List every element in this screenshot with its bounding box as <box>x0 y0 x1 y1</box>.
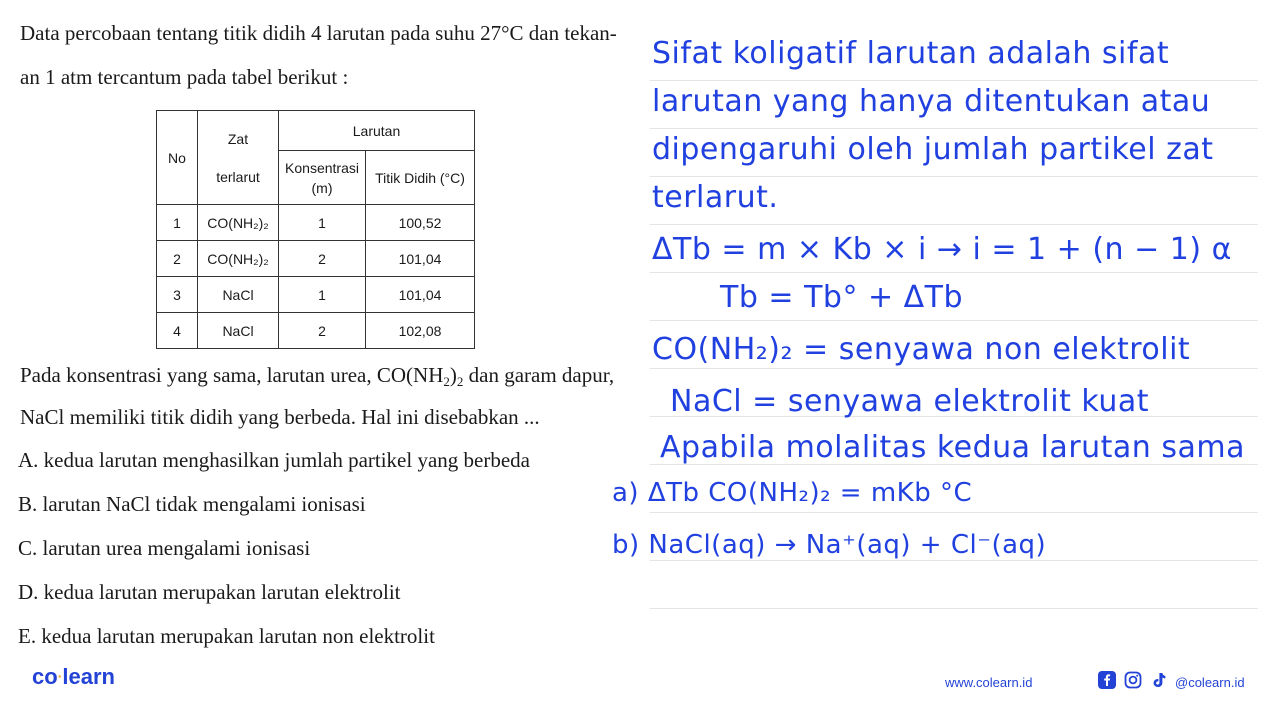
handwriting-line-4: terlarut. <box>652 180 779 215</box>
cell-titik: 101,04 <box>366 277 475 313</box>
handwriting-line-8: NaCl = senyawa elektrolit kuat <box>670 384 1150 419</box>
logo-part-co: co <box>32 664 58 689</box>
handwriting-line-3: dipengaruhi oleh jumlah partikel zat <box>652 132 1214 167</box>
subscript: 2 <box>443 374 450 389</box>
cell-no: 2 <box>157 241 198 277</box>
question-line-1: Data percobaan tentang titik didih 4 larutan pada suhu 27°C dan tekan- <box>20 21 617 45</box>
rule-line <box>650 128 1258 129</box>
header-zat <box>198 111 279 205</box>
header-no: No <box>157 111 198 205</box>
data-table <box>156 110 475 349</box>
header-konsentrasi <box>279 151 366 205</box>
cell-no: 1 <box>157 205 198 241</box>
instagram-icon[interactable] <box>1124 671 1142 689</box>
cell-konsentrasi: 2 <box>279 313 366 349</box>
header-titik-didih: Titik Didih (°C) <box>366 151 475 205</box>
option-e: E. kedua larutan merupakan larutan non elektrolit <box>18 624 435 648</box>
body-line-1 <box>20 360 614 397</box>
option-b: B. larutan NaCl tidak mengalami ionisasi <box>18 492 366 516</box>
header-larutan: Larutan <box>279 111 475 151</box>
handwriting-line-5: ΔTb = m × Kb × i → i = 1 + (n − 1) α <box>652 232 1232 267</box>
subscript: 2 <box>456 374 464 389</box>
cell-zat: CO(NH₂)₂ <box>198 205 279 241</box>
rule-line <box>650 176 1258 177</box>
tiktok-icon[interactable] <box>1150 671 1168 689</box>
rule-line <box>650 608 1258 609</box>
header-konsentrasi-line1: Konsentrasi <box>285 159 359 176</box>
cell-konsentrasi: 1 <box>279 277 366 313</box>
handwriting-line-7: CO(NH₂)₂ = senyawa non elektrolit <box>652 332 1191 367</box>
rule-line <box>650 272 1258 273</box>
rule-line <box>650 512 1258 513</box>
handwriting-line-9: Apabila molalitas kedua larutan sama <box>660 430 1245 465</box>
cell-titik: 100,52 <box>366 205 475 241</box>
header-zat-line1: Zat <box>227 130 249 147</box>
handwriting-line-2: larutan yang hanya ditentukan atau <box>652 84 1211 119</box>
question-line-2: an 1 atm tercantum pada tabel berikut : <box>20 65 349 89</box>
option-a: A. kedua larutan menghasilkan jumlah partikel yang berbeda <box>18 448 530 472</box>
cell-titik: 102,08 <box>366 313 475 349</box>
colearn-logo <box>32 664 115 690</box>
handwriting-line-6: Tb = Tb° + ΔTb <box>720 280 964 315</box>
option-c: C. larutan urea mengalami ionisasi <box>18 536 311 560</box>
cell-konsentrasi: 1 <box>279 205 366 241</box>
table-row <box>157 313 475 349</box>
cell-titik: 101,04 <box>366 241 475 277</box>
rule-line <box>650 80 1258 81</box>
body-line-1-a: Pada konsentrasi yang sama, larutan urea, CO(NH <box>20 363 444 387</box>
cell-no: 3 <box>157 277 198 313</box>
body-line-1-c: dan garam dapur, <box>463 363 615 387</box>
social-handle[interactable]: @colearn.id <box>1175 675 1245 690</box>
cell-zat: NaCl <box>198 277 279 313</box>
header-konsentrasi-line2: (m) <box>311 179 333 196</box>
website-link[interactable]: www.colearn.id <box>945 675 1033 690</box>
cell-zat: CO(NH₂)₂ <box>198 241 279 277</box>
cell-zat: NaCl <box>198 313 279 349</box>
option-d: D. kedua larutan merupakan larutan elektrolit <box>18 580 401 604</box>
rule-line <box>650 224 1258 225</box>
logo-dot: · <box>57 668 63 684</box>
table-row <box>157 241 475 277</box>
rule-line <box>650 368 1258 369</box>
handwriting-line-11: b) NaCl(aq) → Na⁺(aq) + Cl⁻(aq) <box>612 530 1047 560</box>
handwriting-line-1: Sifat koligatif larutan adalah sifat <box>652 36 1170 71</box>
handwriting-line-10: a) ΔTb CO(NH₂)₂ = mKb °C <box>612 478 973 508</box>
logo-part-learn: learn <box>62 664 115 689</box>
rule-line <box>650 320 1258 321</box>
table-row <box>157 205 475 241</box>
rule-line <box>650 560 1258 561</box>
header-zat-line2: terlarut <box>216 168 260 185</box>
facebook-icon[interactable] <box>1098 671 1116 689</box>
body-line-1-b: ) <box>449 363 457 387</box>
cell-no: 4 <box>157 313 198 349</box>
table-row <box>157 277 475 313</box>
cell-konsentrasi: 2 <box>279 241 366 277</box>
body-line-2: NaCl memiliki titik didih yang berbeda. Hal ini disebabkan ... <box>20 405 540 429</box>
